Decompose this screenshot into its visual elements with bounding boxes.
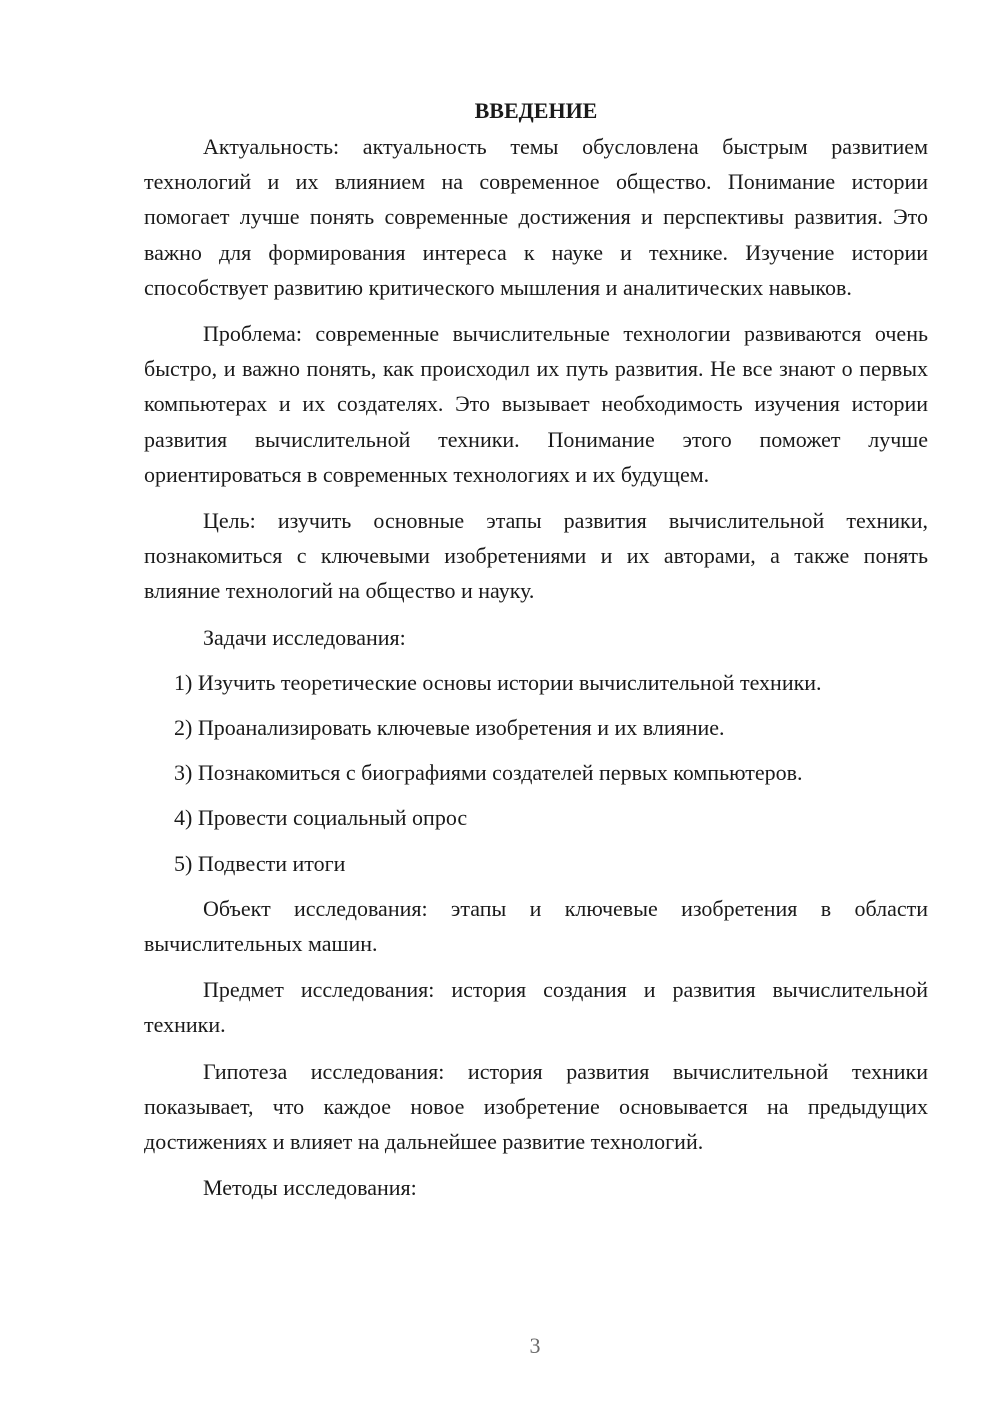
document-page [144, 96, 928, 1215]
object-paragraph: Объект исследования: этапы и ключевые изобретения в области вычислительных машин. [144, 895, 928, 957]
hypothesis-paragraph: Гипотеза исследования: история развития вычислительной техники показывает, что каждое новое изобретение основывается на предыдущих достижениях и влияет на дальнейшее развитие технологий. [144, 1058, 928, 1155]
task-item-5: 5) Подвести итоги [174, 850, 346, 876]
page-number: 3 [529, 1333, 541, 1358]
goal-paragraph: Цель: изучить основные этапы развития вычислительной техники, познакомиться с ключевыми изобретениями и их авторами, а также понять влияние технологий на общество и науку. [144, 508, 928, 604]
methods-heading: Методы исследования: [203, 1175, 417, 1201]
section-title: ВВЕДЕНИЕ [474, 98, 598, 123]
problem-paragraph: Проблема: современные вычислительные технологии развиваются очень быстро, и важно понять, как происходил их путь развития. Не все знают о первых компьютерах и их создателях. Это вызывает необходимость изучения истории развития вычислительной техники. Понимание этого поможет лучше ориентироваться в современных технологиях и их будущем. [144, 321, 928, 487]
task-item-3: 3) Познакомиться с биографиями создателей первых компьютеров. [174, 760, 803, 786]
task-item-1: 1) Изучить теоретические основы истории вычислительной техники. [174, 669, 822, 695]
task-item-4: 4) Провести социальный опрос [174, 805, 468, 831]
subject-paragraph: Предмет исследования: история создания и развития вычислительной техники. [144, 977, 928, 1038]
tasks-heading: Задачи исследования: [203, 624, 406, 650]
task-item-2: 2) Проанализировать ключевые изобретения и их влияние. [174, 715, 725, 741]
task-list [144, 665, 928, 881]
relevance-paragraph: Актуальность: актуальность темы обусловлена быстрым развитием технологий и их влиянием на современное общество. Понимание истории помогает лучше понять современные достижения и перспективы развития. Это важно для формирования интереса к науке и технике. Изучение истории способствует развитию критического мышления и аналитических навыков. [144, 134, 928, 300]
